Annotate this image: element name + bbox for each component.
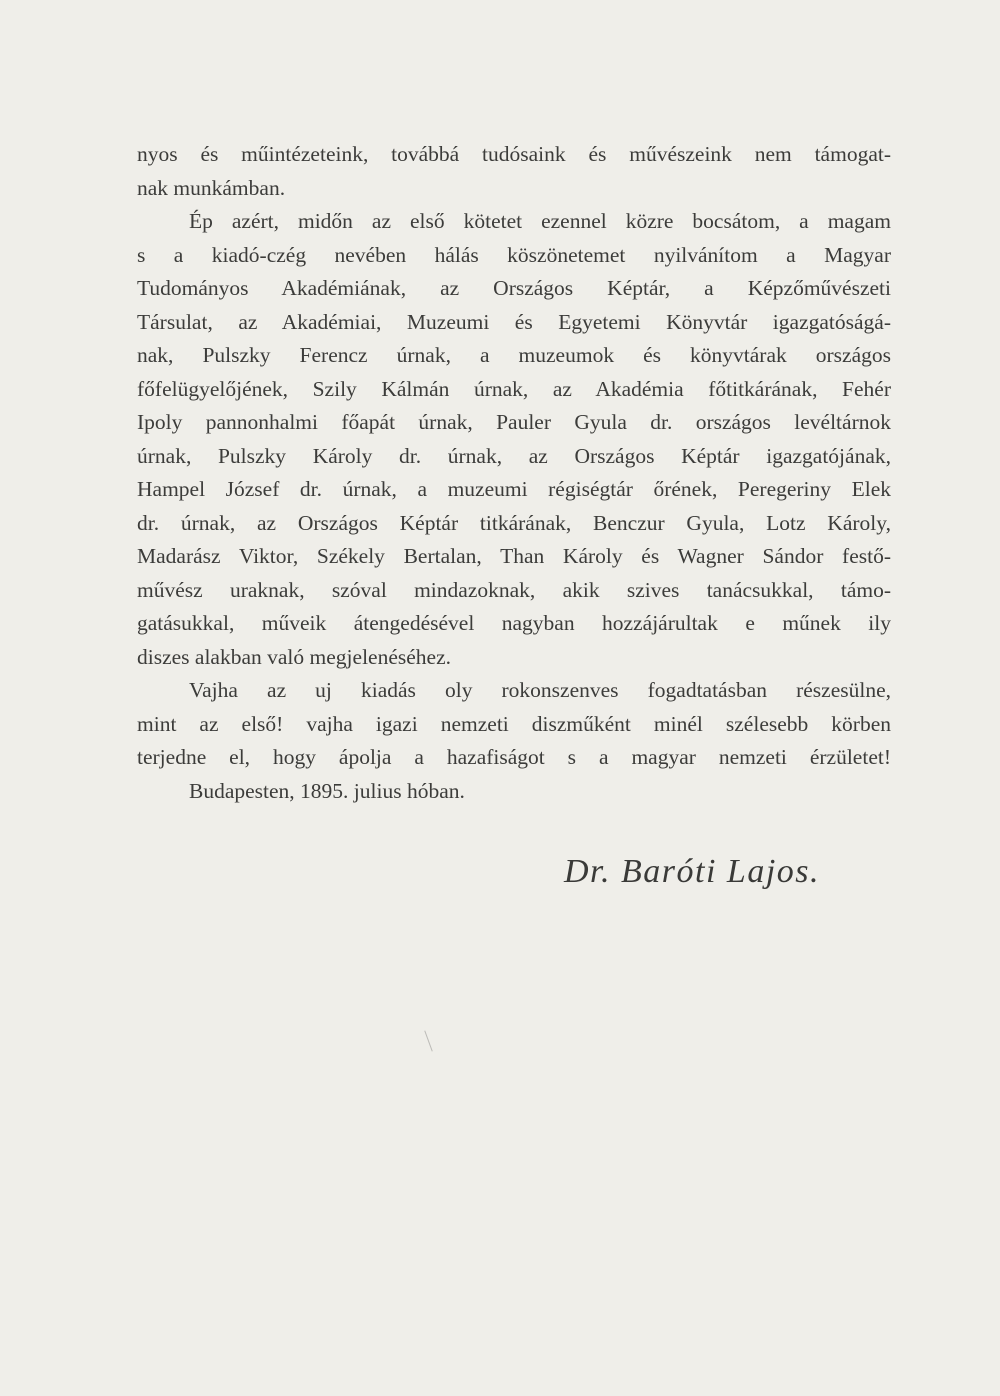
text-line: Ép azért, midőn az első kötetet ezennel közre bocsátom, a magam bbox=[189, 209, 891, 233]
text-line: úrnak, Pulszky Károly dr. úrnak, az Országos Képtár igazgatójának, bbox=[137, 443, 891, 468]
text-line: s a kiadó-czég nevében hálás köszönetemet nyilvánítom a Magyar bbox=[137, 242, 891, 267]
text-line: nak, Pulszky Ferencz úrnak, a muzeumok és könyvtárak országos bbox=[137, 343, 891, 367]
text-line: mint az első! vajha igazi nemzeti diszműként minél szélesebb körben bbox=[137, 711, 891, 736]
date-line: Budapesten, 1895. julius hóban. bbox=[189, 778, 465, 803]
text-line: Hampel József dr. úrnak, a muzeumi régiségtár őrének, Peregeriny Elek bbox=[137, 477, 891, 501]
text-line: művész uraknak, szóval mindazoknak, akik szives tanácsukkal, támo- bbox=[137, 577, 891, 602]
text-line: nyos és műintézeteink, továbbá tudósaink és művészeink nem támogat- bbox=[137, 142, 891, 166]
text-line: Ipoly pannonhalmi főapát úrnak, Pauler Gyula dr. országos levéltárnok bbox=[137, 410, 891, 434]
text-line: diszes alakban való megjelenéséhez. bbox=[137, 644, 451, 669]
text-line: főfelügyelőjének, Szily Kálmán úrnak, az Akadémia főtitkárának, Fehér bbox=[137, 376, 891, 401]
text-line: Tudományos Akadémiának, az Országos Képtár, a Képzőművészeti bbox=[137, 276, 891, 300]
text-line: Vajha az uj kiadás oly rokonszenves fogadtatásban részesülne, bbox=[189, 678, 891, 702]
signature: Dr. Baróti Lajos. bbox=[564, 853, 820, 890]
body-text bbox=[137, 138, 891, 808]
text-line: terjedne el, hogy ápolja a hazafiságot s a magyar nemzeti érzületet! bbox=[137, 745, 891, 769]
paper-speck bbox=[424, 1030, 432, 1051]
text-line: gatásukkal, műveik átengedésével nagyban hozzájárultak e műnek ily bbox=[137, 611, 891, 635]
text-line: nak munkámban. bbox=[137, 175, 286, 200]
text-line: Madarász Viktor, Székely Bertalan, Than Károly és Wagner Sándor festő- bbox=[137, 544, 891, 568]
text-line: Társulat, az Akadémiai, Muzeumi és Egyetemi Könyvtár igazgatóságá- bbox=[137, 309, 891, 334]
text-line: dr. úrnak, az Országos Képtár titkárának, Benczur Gyula, Lotz Károly, bbox=[137, 510, 891, 535]
